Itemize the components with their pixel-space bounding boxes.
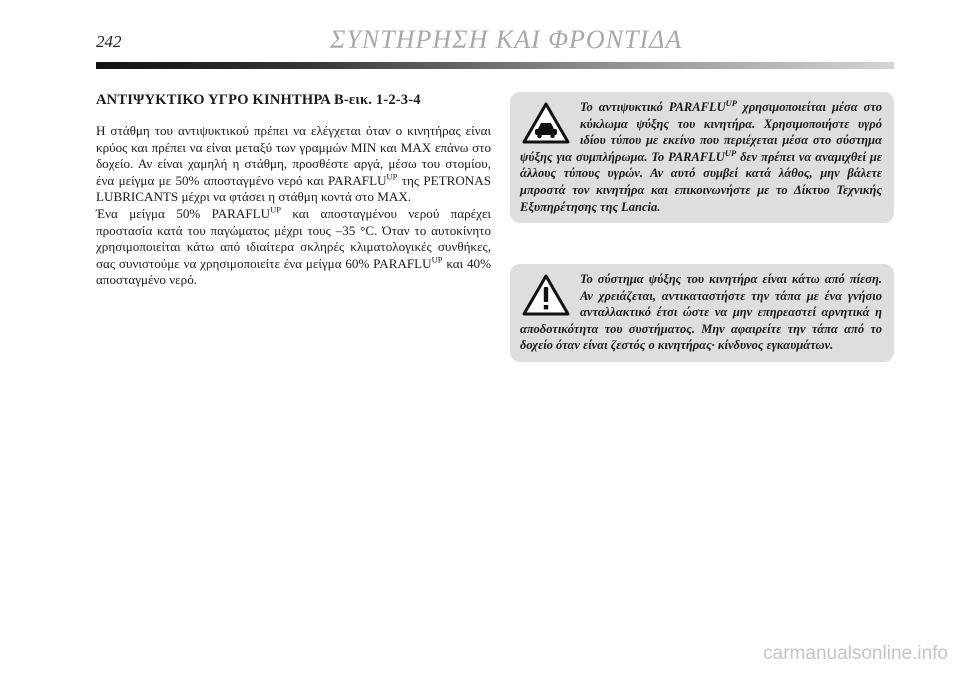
- paragraph-level-check: Η στάθμη του αντιψυκτικού πρέπει να ελέγχεται όταν ο κινητήρας είναι κρύος και πρέπει να είναι μεταξύ των γραμμών MIN και MAX επάνω στο δοχείο. Αν είναι χαμηλή η στάθμη, προσθέστε αργά, μέσω του στομίου, ένα μείγμα με 50% αποσταγμένο νερό και $PARAFLU^{UP}$ της PETRONAS LUBRICANTS μέχρι να φτάσει η στάθμη κοντά στο MAX.: [96, 123, 491, 205]
- warning-text: Το σύστημα ψύξης του κινητήρα είναι κάτω από πίεση. Αν χρειάζεται, αντικαταστήστε την τάπα με ένα γνήσιο ανταλλακτικό έτσι ώστε να μην επηρεαστεί αρνητικά η αποδοτικότητα του συστήματος. Μην αφαιρείτε την τάπα από το δοχείο όταν είναι ζεστός ο κινητήρας· κίνδυνος εγκαυμάτων.: [520, 272, 882, 353]
- car-warning-icon: [522, 102, 570, 144]
- warning-box-pressure: [510, 264, 894, 362]
- paragraph-mixture: Ένα μείγμα 50% $PARAFLU^{UP}$ και αποσταγμένου νερού παρέχει προστασία κατά του παγώματος μέχρι τους –35 °C. Όταν το αυτοκίνητο χρησιμοποιείται κάτω από ιδιαίτερα σκληρές κλιματολογικές συνθήκες, σας συνιστούμε να χρησιμοποιείτε ένα μείγμα 60% $PARAFLU^{UP}$ και 40% αποσταγμένο νερό.: [96, 204, 492, 288]
- exclamation-warning-icon: [522, 274, 570, 316]
- page-header-title: ΣΥΝΤΗΡΗΣΗ ΚΑΙ ΦΡΟΝΤΙΔΑ: [330, 25, 683, 54]
- main-column: [96, 92, 491, 289]
- warning-text: Το αντιψυκτικό $PARAFLU^{UP}$ χρησιμοποιείται μέσα στο κύκλωμα ψύξης του κινητήρα. Χρησιμοποιήστε υγρό ιδίου τύπου με εκείνο που περιέχεται μέσα στο σύστημα ψύξης για συμπλήρωμα. Το $PARAFLU^{UP}$ δεν πρέπει να αναμιχθεί με άλλους τύπους υγρών. Αν αυτό συμβεί κατά λάθος, μην βάλετε μπροστά τον κινητήρα και επικοινωνήστε με το Δίκτυο Τεχνικής Εξυπηρέτησης της Lancia.: [520, 97, 883, 214]
- section-title: ΑΝΤΙΨΥΚΤΙΚΟ ΥΓΡΟ ΚΙΝΗΤΗΡΑ B-εικ. 1-2-3-4: [96, 92, 421, 108]
- page-number: 242: [96, 32, 122, 51]
- warning-box-coolant-type: [510, 92, 894, 223]
- watermark: carmanualsonline.info: [763, 643, 948, 664]
- header-rule: [96, 62, 894, 69]
